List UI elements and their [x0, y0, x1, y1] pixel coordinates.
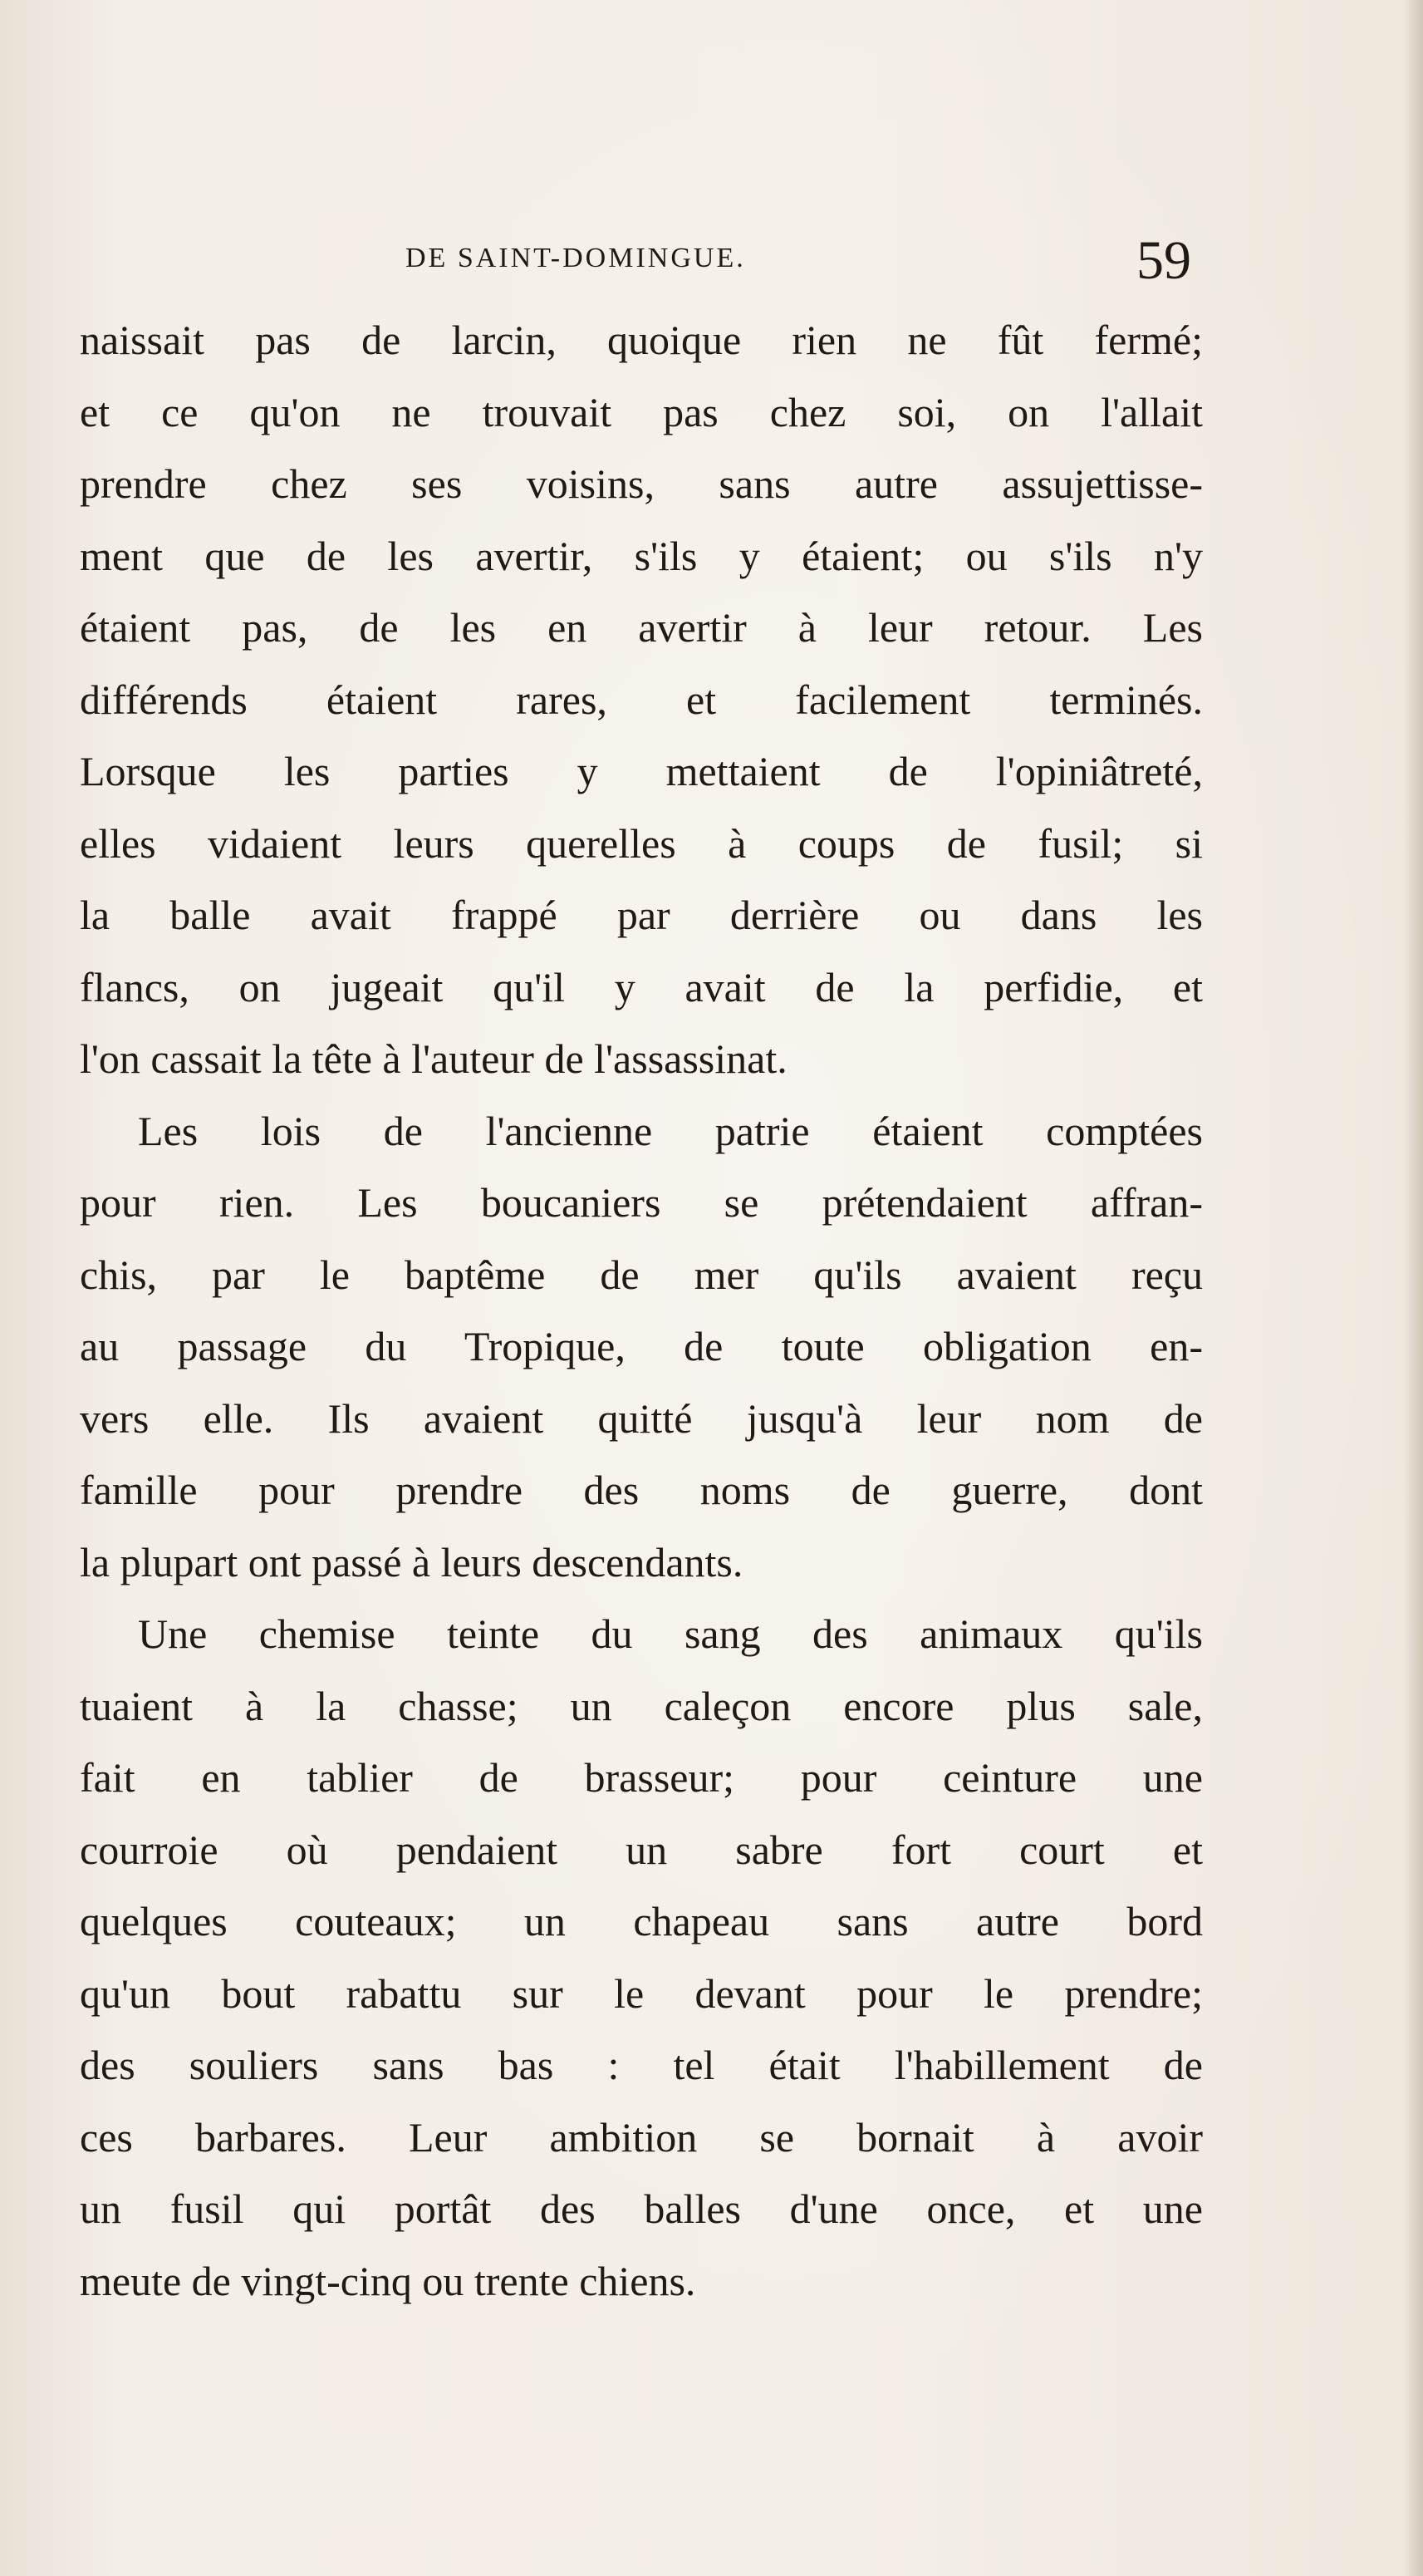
text-line: fait en tablier de brasseur; pour ceinture une — [80, 1754, 1203, 1801]
text-line: naissait pas de larcin, quoique rien ne fût fermé; — [80, 317, 1203, 363]
running-title: DE SAINT-DOMINGUE. — [405, 243, 746, 273]
body-text — [80, 304, 1203, 2317]
text-line: et ce qu'on ne trouvait pas chez soi, on l'allait — [80, 388, 1203, 435]
text-line: ment que de les avertir, s'ils y étaient; ou s'ils n'y — [80, 532, 1203, 579]
paragraph-2 — [80, 1095, 1203, 1599]
text-line: courroie où pendaient un sabre fort court et — [80, 1826, 1203, 1873]
text-line: quelques couteaux; un chapeau sans autre bord — [80, 1898, 1203, 1944]
text-line: vers elle. Ils avaient quitté jusqu'à leur nom de — [80, 1394, 1203, 1442]
page-edge-shadow — [1403, 0, 1423, 2576]
text-line: flancs, on jugeait qu'il y avait de la perfidie, et — [80, 963, 1203, 1010]
text-line: différends étaient rares, et facilement terminés. — [80, 676, 1203, 723]
paragraph-3 — [80, 1598, 1203, 2317]
text-line: ces barbares. Leur ambition se bornait à avoir — [80, 2113, 1203, 2161]
text-line: famille pour prendre des noms de guerre, dont — [80, 1467, 1203, 1513]
text-line: Une chemise teinte du sang des animaux qu'ils — [138, 1610, 1203, 1657]
text-line: chis, par le baptême de mer qu'ils avaient reçu — [80, 1251, 1203, 1298]
text-line: un fusil qui portât des balles d'une once, et une — [80, 2185, 1203, 2232]
text-line: la plupart ont passé à leurs descendants. — [80, 1538, 743, 1585]
text-line: meute de vingt-cinq ou trente chiens. — [80, 2257, 696, 2304]
text-line: tuaient à la chasse; un caleçon encore plus sale, — [80, 1682, 1203, 1729]
text-line: la balle avait frappé par derrière ou dans les — [80, 892, 1203, 938]
paragraph-1 — [80, 304, 1203, 1095]
text-line: qu'un bout rabattu sur le devant pour le prendre; — [80, 1969, 1203, 2017]
page-number: 59 — [1136, 230, 1191, 291]
text-line: elles vidaient leurs querelles à coups de fusil; si — [80, 819, 1203, 867]
text-line: pour rien. Les boucaniers se prétendaient affran- — [80, 1179, 1203, 1226]
text-line: l'on cassait la tête à l'auteur de l'assassinat. — [80, 1035, 788, 1082]
text-line: des souliers sans bas : tel était l'habillement de — [80, 2042, 1203, 2088]
text-line: Lorsque les parties y mettaient de l'opiniâtreté, — [80, 748, 1203, 794]
text-line: au passage du Tropique, de toute obligation en- — [80, 1323, 1203, 1369]
text-line: prendre chez ses voisins, sans autre assujettisse- — [80, 460, 1203, 507]
text-line: Les lois de l'ancienne patrie étaient comptées — [138, 1107, 1203, 1154]
text-line: étaient pas, de les en avertir à leur retour. Les — [80, 604, 1203, 651]
running-head — [0, 230, 1423, 291]
